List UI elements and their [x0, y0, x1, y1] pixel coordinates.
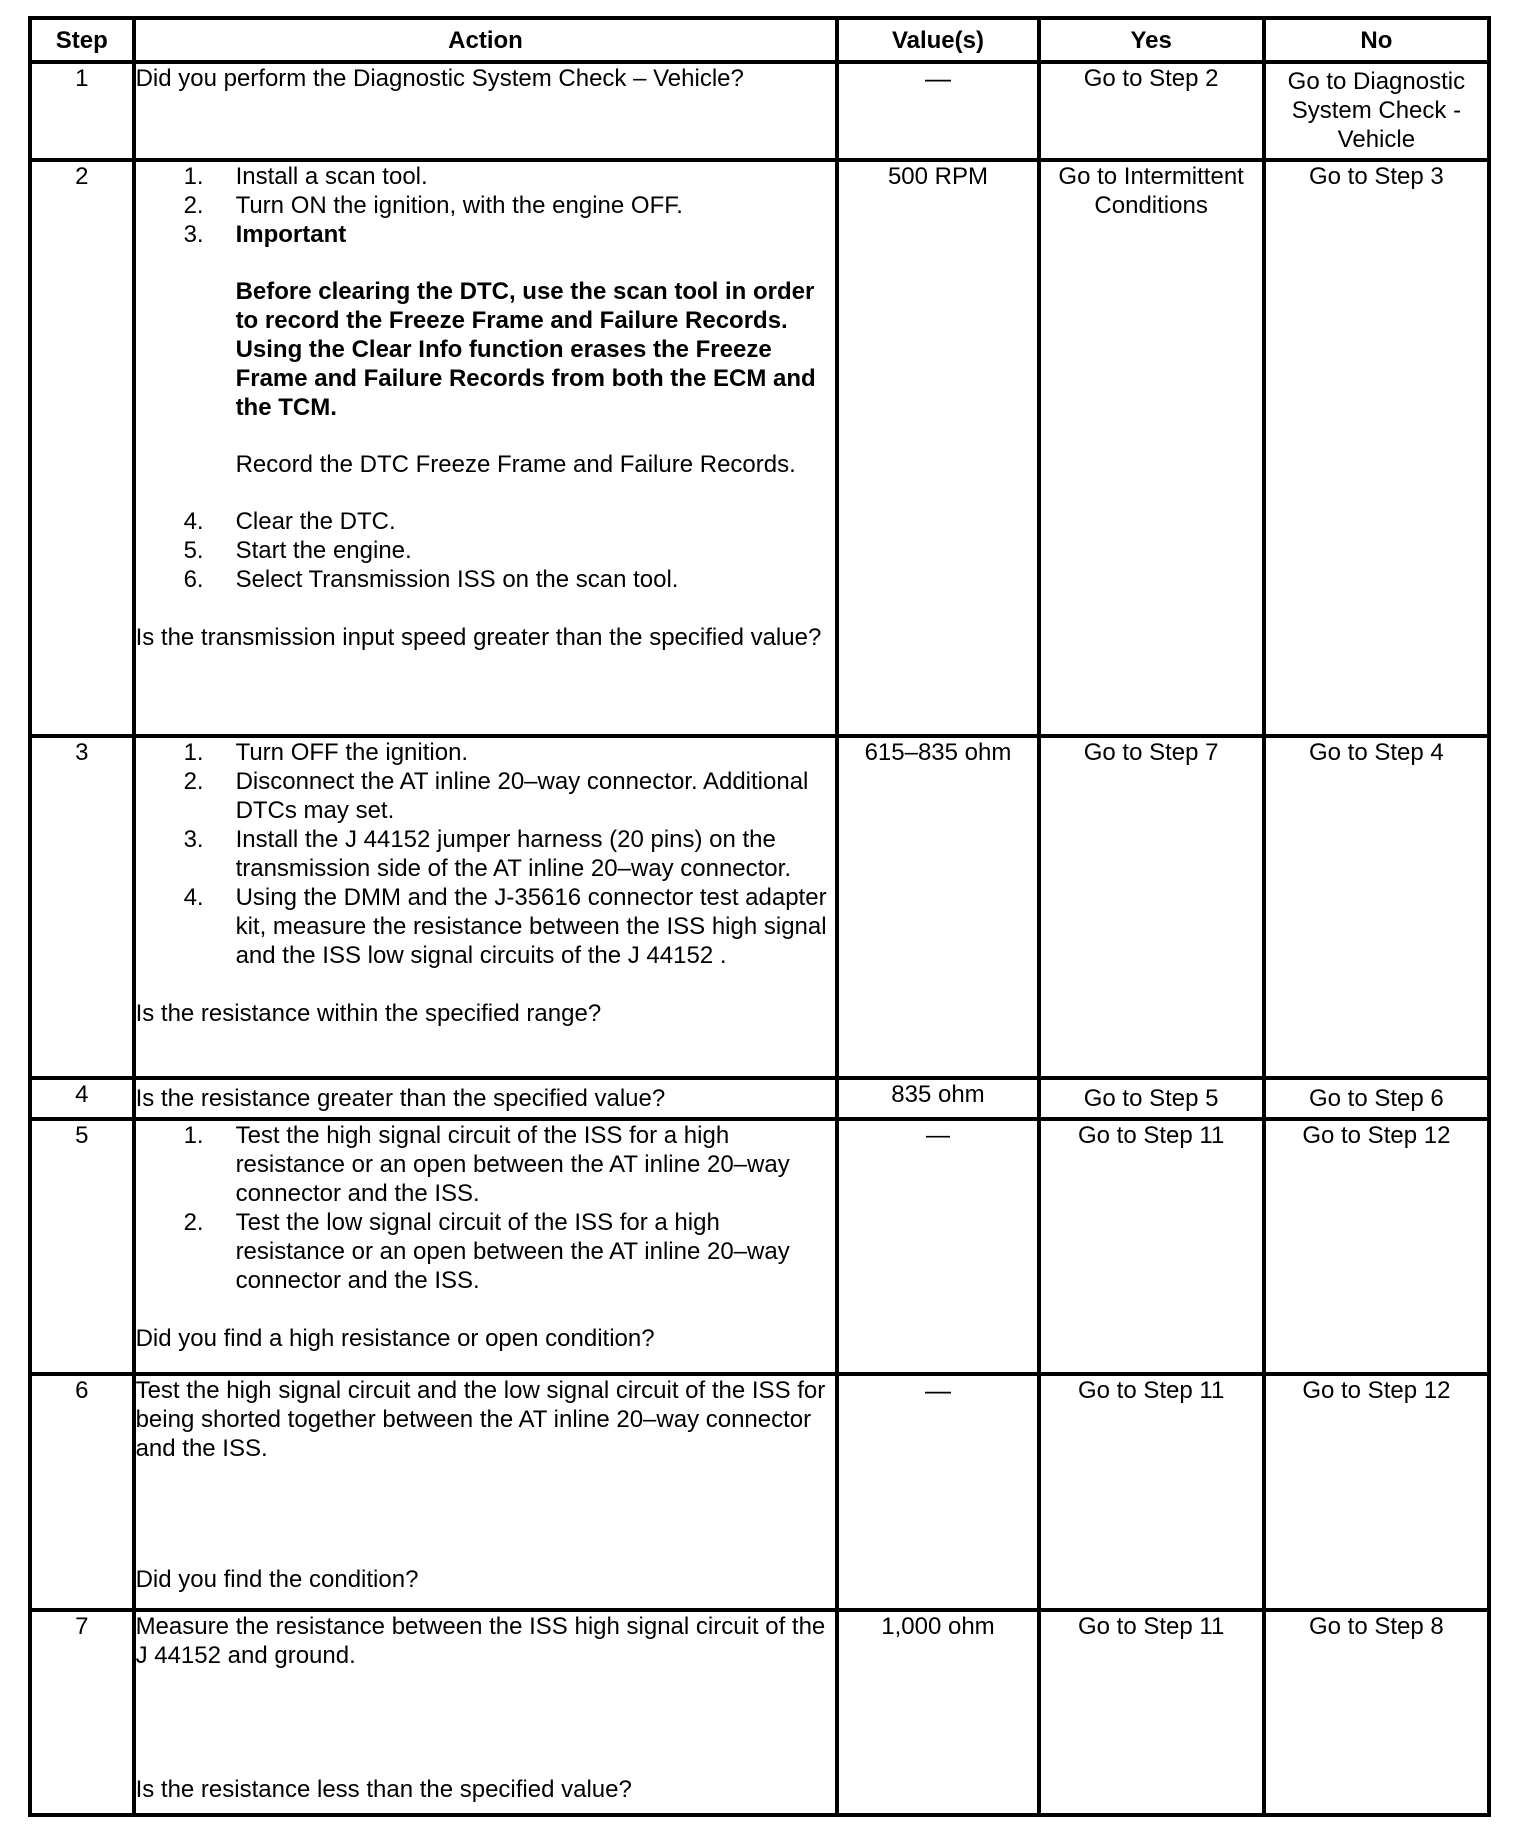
important-body: Before clearing the DTC, use the scan tool in order to record the Freeze Frame and Failure Records. Using the Clear Info function erases the Freeze Frame and Failure Records from both the ECM and the TCM.: [235, 278, 816, 421]
item-number: 1.: [183, 163, 204, 190]
item-text: Install a scan tool.: [235, 163, 428, 190]
step-number: 7: [30, 1610, 134, 1815]
item-text: Select Transmission ISS on the scan tool.: [235, 566, 679, 593]
item-number: 4.: [183, 508, 204, 535]
list-item: [136, 767, 836, 825]
step-number: 6: [30, 1374, 134, 1610]
value-cell: 615–835 ohm: [837, 736, 1038, 1078]
important-block: [236, 220, 836, 507]
list-item: [136, 738, 836, 767]
list-item: [136, 507, 836, 536]
action-text: Test the high signal circuit and the low signal circuit of the ISS for being shorted together between the AT inline 20–way connector and the ISS.: [135, 1377, 826, 1462]
yes-cell: Go to Step 11: [1039, 1119, 1264, 1374]
no-cell: Go to Step 8: [1264, 1610, 1489, 1815]
no-cell: Go to Step 3: [1264, 160, 1489, 736]
item-number: 3.: [183, 826, 204, 853]
item-number: 3.: [183, 221, 204, 248]
record-note: Record the DTC Freeze Frame and Failure Records.: [235, 451, 796, 478]
yes-cell: Go to Step 2: [1039, 62, 1264, 160]
question-text: Did you find a high resistance or open condition?: [135, 1325, 655, 1352]
list-item: [136, 191, 836, 220]
yes-cell: Go to Step 5: [1039, 1078, 1264, 1119]
table-row: [30, 1119, 1489, 1374]
action-cell: [134, 1610, 838, 1815]
header-step: Step: [30, 18, 134, 62]
value-cell: 835 ohm: [837, 1078, 1038, 1119]
action-cell: [134, 1119, 838, 1374]
action-text: Did you perform the Diagnostic System Check – Vehicle?: [135, 65, 744, 92]
step-number: 3: [30, 736, 134, 1078]
no-cell: Go to Step 6: [1264, 1078, 1489, 1119]
header-row: [30, 18, 1489, 62]
value-cell: 1,000 ohm: [837, 1610, 1038, 1815]
item-number: 2.: [183, 192, 204, 219]
step-number: 1: [30, 62, 134, 160]
question-text: Is the transmission input speed greater than the specified value?: [135, 624, 822, 651]
question-text: Did you find the condition?: [135, 1566, 419, 1593]
item-number: 1.: [183, 739, 204, 766]
action-cell: [134, 1078, 838, 1119]
header-no: No: [1264, 18, 1489, 62]
yes-cell: Go to Step 11: [1039, 1374, 1264, 1610]
item-text: Test the low signal circuit of the ISS for a high resistance or an open between the AT inline 20–way connector and the ISS.: [235, 1209, 790, 1294]
item-text: Start the engine.: [235, 537, 412, 564]
action-text: Measure the resistance between the ISS high signal circuit of the J 44152 and ground.: [135, 1613, 826, 1669]
value-text: —: [924, 63, 951, 93]
item-text: Test the high signal circuit of the ISS for a high resistance or an open between the AT inline 20–way connector and the ISS.: [235, 1122, 790, 1207]
item-text: Turn ON the ignition, with the engine OFF.: [235, 192, 683, 219]
yes-cell: Go to Intermittent Conditions: [1039, 160, 1264, 736]
table-row: [30, 62, 1489, 160]
step-number: 4: [30, 1078, 134, 1119]
action-cell: [134, 1374, 838, 1610]
list-item: [136, 883, 836, 970]
list-item: [136, 536, 836, 565]
no-cell: Go to Diagnostic System Check - Vehicle: [1264, 62, 1489, 160]
item-text: Install the J 44152 jumper harness (20 pins) on the transmission side of the AT inline 20–way connector.: [235, 826, 791, 882]
item-text: Disconnect the AT inline 20–way connector. Additional DTCs may set.: [235, 768, 809, 824]
table-row: [30, 1078, 1489, 1119]
list-item: [136, 1208, 836, 1295]
item-number: 2.: [183, 1209, 204, 1236]
value-cell: 500 RPM: [837, 160, 1038, 736]
table-row: [30, 160, 1489, 736]
action-cell: [134, 62, 838, 160]
no-cell: Go to Step 12: [1264, 1374, 1489, 1610]
yes-cell: Go to Step 11: [1039, 1610, 1264, 1815]
question-text: Is the resistance less than the specified value?: [135, 1776, 632, 1803]
no-cell: Go to Step 12: [1264, 1119, 1489, 1374]
item-number: 1.: [183, 1122, 204, 1149]
question-text: Is the resistance within the specified range?: [135, 1000, 602, 1027]
action-cell: [134, 736, 838, 1078]
item-text: Clear the DTC.: [235, 508, 396, 535]
item-number: 4.: [183, 884, 204, 911]
item-text: Using the DMM and the J-35616 connector test adapter kit, measure the resistance between the ISS high signal and the ISS low signal circuits of the J 44152 .: [235, 884, 827, 969]
diagnostic-table: [28, 16, 1491, 1817]
table-row: [30, 1374, 1489, 1610]
value-cell: —: [837, 1119, 1038, 1374]
step-number: 2: [30, 160, 134, 736]
item-number: 6.: [183, 566, 204, 593]
value-cell: [837, 1374, 1038, 1610]
table-row: [30, 736, 1489, 1078]
item-text: Turn OFF the ignition.: [235, 739, 469, 766]
important-title: Important: [235, 221, 347, 248]
list-item: [136, 1121, 836, 1208]
header-action: Action: [134, 18, 838, 62]
header-yes: Yes: [1039, 18, 1264, 62]
list-item: [136, 825, 836, 883]
item-number: 5.: [183, 537, 204, 564]
item-number: 2.: [183, 768, 204, 795]
table-row: [30, 1610, 1489, 1815]
action-list: [136, 162, 836, 594]
action-text: Is the resistance greater than the specified value?: [135, 1085, 666, 1112]
list-item: [136, 162, 836, 191]
step-number: 5: [30, 1119, 134, 1374]
action-list: [136, 738, 836, 970]
action-cell: [134, 160, 838, 736]
no-cell: Go to Step 4: [1264, 736, 1489, 1078]
value-cell: [837, 62, 1038, 160]
action-list: [136, 1121, 836, 1295]
list-item: [136, 565, 836, 594]
value-text: —: [924, 1375, 951, 1405]
header-values: Value(s): [837, 18, 1038, 62]
yes-cell: Go to Step 7: [1039, 736, 1264, 1078]
list-item: [136, 220, 836, 507]
